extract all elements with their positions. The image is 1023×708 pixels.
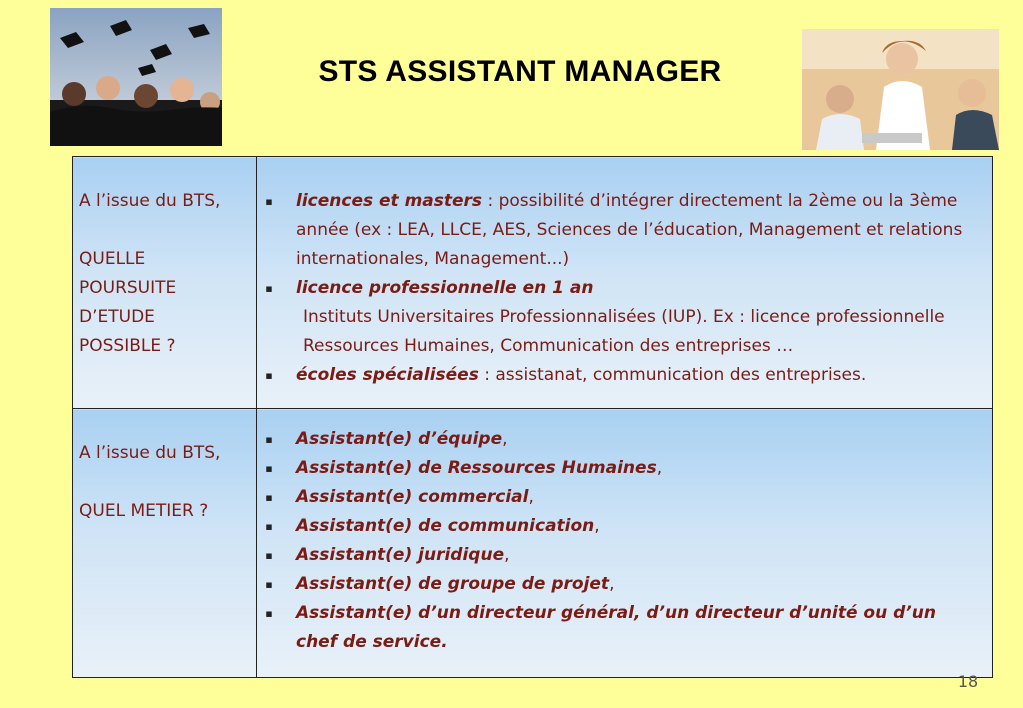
list-item: ▪ Assistant(e) de groupe de projet, [263, 570, 972, 599]
square-bullet-icon: ▪ [265, 549, 273, 563]
question-line: A l’issue du BTS, [79, 443, 221, 464]
square-bullet-icon: ▪ [265, 195, 273, 208]
list-item: ▪ Assistant(e) de Ressources Humaines, [263, 454, 972, 483]
list-item: ▪ écoles spécialisées : assistanat, communication des entreprises. [263, 361, 972, 390]
page-title: STS ASSISTANT MANAGER [318, 55, 722, 88]
square-bullet-icon: ▪ [265, 433, 273, 447]
list-item: ▪ Assistant(e) d’un directeur général, d’un directeur d’unité ou d’un chef de service. [263, 599, 972, 657]
question-cell-metier [73, 409, 257, 678]
table-row [73, 409, 993, 678]
question-line: QUEL METIER ? [79, 501, 209, 522]
square-bullet-icon: ▪ [265, 491, 273, 505]
square-bullet-icon: ▪ [265, 520, 273, 534]
list-item: ▪ licences et masters : possibilité d’intégrer directement la 2ème ou la 3ème année (ex : LEA, LLCE, AES, Sciences de l’éducation, Management et relations internationales, Management...) [263, 187, 972, 274]
question-cell-poursuite [73, 157, 257, 409]
office-team-photo [802, 29, 999, 150]
list-item: ▪ licence professionnelle en 1 an Instituts Universitaires Professionnalisées (IUP). Ex : licence professionnelle Ressources Humaines, Communication des entreprises … [263, 274, 972, 361]
list-item: ▪ Assistant(e) d’équipe, [263, 425, 972, 454]
list-item: ▪ Assistant(e) juridique, [263, 541, 972, 570]
question-line: POSSIBLE ? [79, 336, 176, 356]
question-line: POURSUITE [79, 278, 177, 298]
square-bullet-icon: ▪ [265, 607, 273, 621]
question-line: QUELLE [79, 249, 146, 269]
list-item: ▪ Assistant(e) de communication, [263, 512, 972, 541]
answer-cell-metier [257, 409, 993, 678]
slide-number: 18 [957, 672, 979, 691]
square-bullet-icon: ▪ [265, 369, 273, 382]
info-table [72, 156, 993, 678]
list-item: ▪ Assistant(e) commercial, [263, 483, 972, 512]
square-bullet-icon: ▪ [265, 578, 273, 592]
table-row [73, 157, 993, 409]
square-bullet-icon: ▪ [265, 462, 273, 476]
graduates-photo [50, 8, 222, 146]
question-line: A l’issue du BTS, [79, 191, 221, 211]
list-item-continuation: Instituts Universitaires Professionnalisées (IUP). Ex : licence professionnelle Ressources Humaines, Communication des entreprises … [303, 307, 945, 356]
question-line: D’ETUDE [79, 307, 155, 327]
answer-cell-poursuite [257, 157, 993, 409]
square-bullet-icon: ▪ [265, 282, 273, 295]
